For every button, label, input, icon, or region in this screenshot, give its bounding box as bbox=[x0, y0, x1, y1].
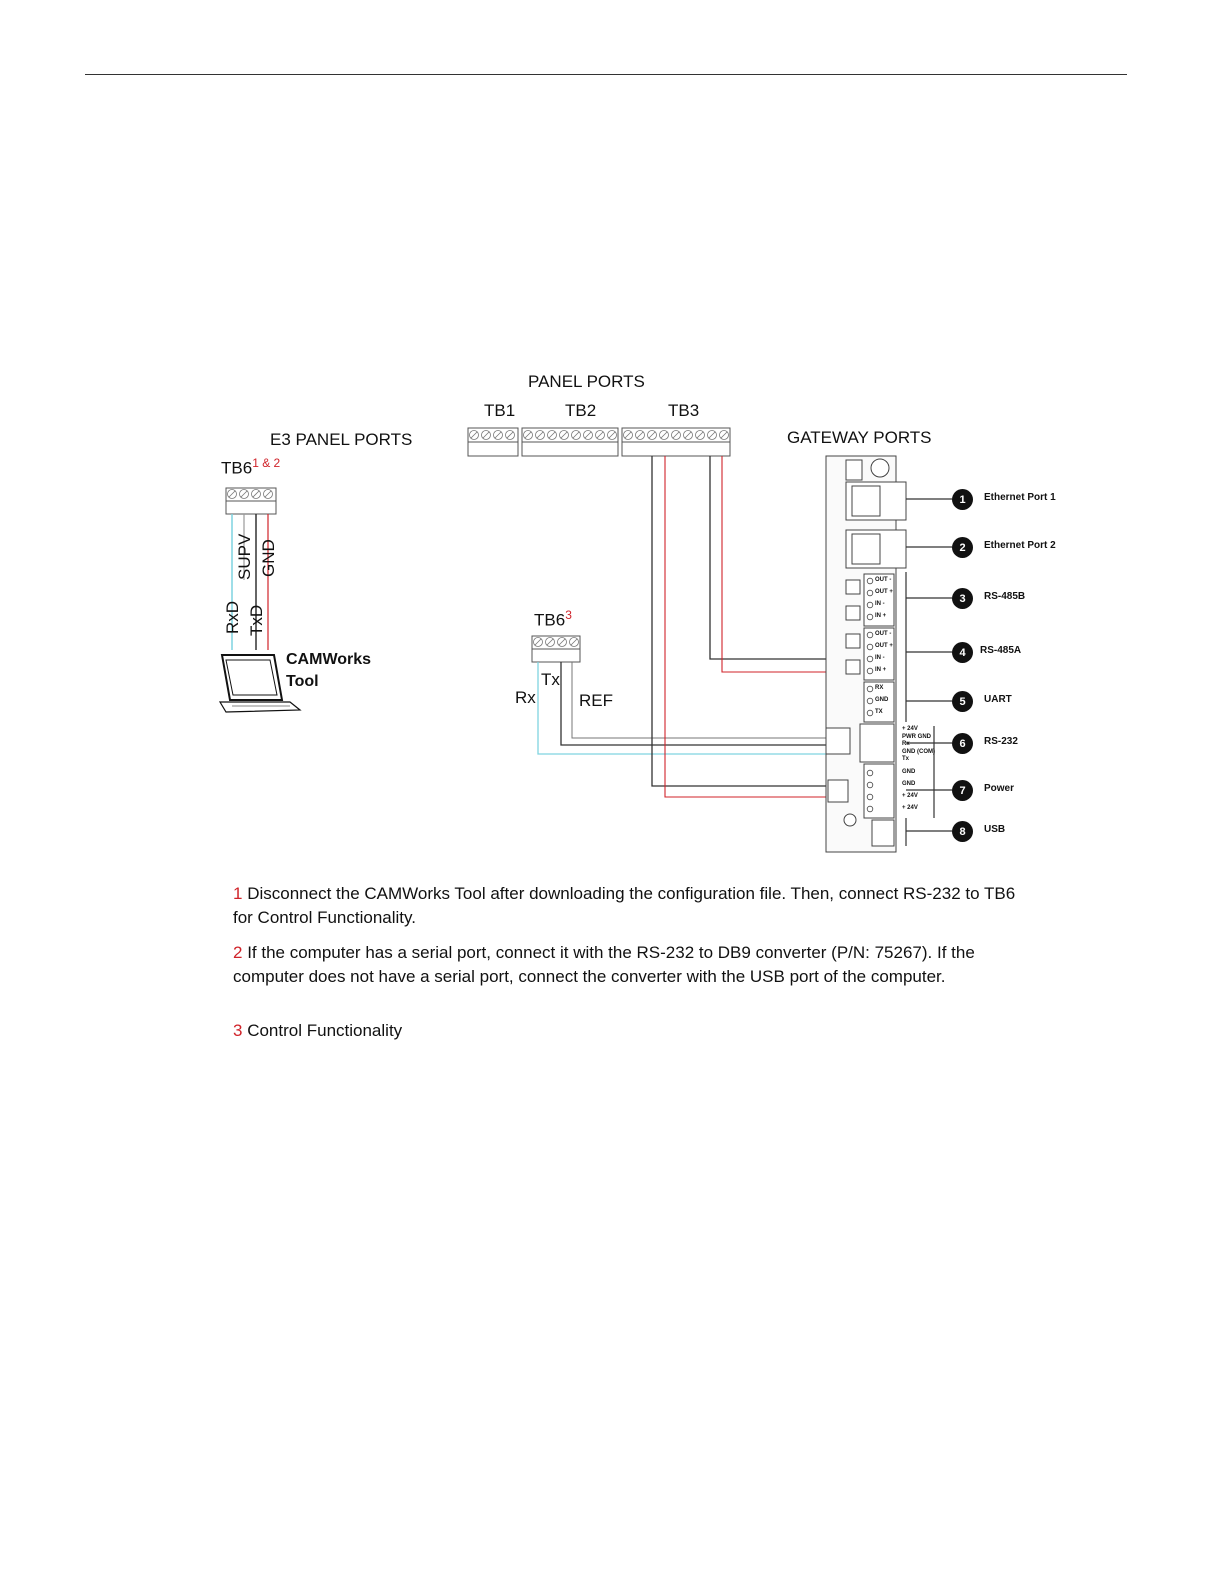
power-pin-label: + 24V bbox=[902, 805, 918, 811]
note-2: 2 If the computer has a serial port, connect it with the RS-232 to DB9 converter (P/N: 75267). If the computer does not have a serial port, connect the converter with the USB port of the computer. bbox=[233, 943, 975, 986]
gateway-board bbox=[826, 456, 906, 852]
callout-label: UART bbox=[984, 694, 1012, 705]
callout-badge: 5 bbox=[952, 691, 973, 712]
callout-label: RS-232 bbox=[984, 736, 1018, 747]
tb2-label: TB2 bbox=[565, 401, 597, 420]
callout-badge: 4 bbox=[952, 642, 973, 663]
tx-label: Tx bbox=[541, 670, 560, 689]
tb6-e3-label: $TB6^{1 \& 2}$ bbox=[221, 456, 281, 478]
rs232-pin-label: GND (COM) bbox=[902, 748, 935, 755]
callout-label: Power bbox=[984, 783, 1015, 794]
tb1-terminal-block bbox=[468, 428, 518, 456]
callout-label: RS-485A bbox=[980, 645, 1022, 656]
board-pin bbox=[867, 782, 873, 788]
rs485a-pin-label: IN + bbox=[875, 667, 887, 673]
rx-label: Rx bbox=[515, 688, 536, 707]
ref-wire bbox=[572, 662, 846, 738]
board-pin bbox=[867, 614, 873, 620]
power-pin-label: + 24V bbox=[902, 793, 918, 799]
rs485a-pin-label: OUT - bbox=[875, 631, 892, 637]
panel-ports-label: PANEL PORTS bbox=[528, 372, 645, 391]
tb3-label: TB3 bbox=[668, 401, 700, 420]
rs485b-pin-label: OUT + bbox=[875, 589, 893, 595]
callout-label: Ethernet Port 1 bbox=[984, 492, 1056, 503]
board-pin bbox=[867, 590, 873, 596]
callout-badge: 3 bbox=[952, 588, 973, 609]
power-pin-label: GND bbox=[902, 769, 916, 775]
callout-label: RS-485B bbox=[984, 591, 1026, 602]
board-pin bbox=[867, 686, 873, 692]
ref-label: REF bbox=[579, 691, 613, 710]
camworks-tool-label: CAMWorks Tool bbox=[286, 651, 372, 690]
uart-pin-label: TX bbox=[875, 709, 883, 715]
board-pin bbox=[867, 656, 873, 662]
rs232-pin-label: + 24V bbox=[902, 726, 918, 732]
callout-badge: 8 bbox=[952, 821, 973, 842]
tb6-e3-terminal-block bbox=[226, 488, 276, 514]
rs485a-pin-label: OUT + bbox=[875, 643, 893, 649]
note-1: 1 Disconnect the CAMWorks Tool after downloading the configuration file. Then, connect RS-232 to TB6 for Control Functionality. bbox=[233, 884, 1016, 927]
e3-panel-ports-label: E3 PANEL PORTS bbox=[270, 430, 413, 449]
board-pin bbox=[867, 602, 873, 608]
power-pin-label: GND bbox=[902, 781, 916, 787]
rs232-pin-label: Tx bbox=[902, 756, 910, 762]
uart-pin-label: RX bbox=[875, 685, 884, 691]
board-pin bbox=[867, 632, 873, 638]
callout-label: USB bbox=[984, 824, 1006, 835]
txd-label: TxD bbox=[247, 604, 266, 636]
callout-badge: 6 bbox=[952, 733, 973, 754]
rs485b-pin-label: IN + bbox=[875, 613, 887, 619]
note-3: 3 Control Functionality bbox=[233, 1021, 403, 1040]
rs485a-pin-label: IN - bbox=[875, 655, 885, 661]
board-pin bbox=[867, 806, 873, 812]
callout-badge: 1 bbox=[952, 489, 973, 510]
board-pin bbox=[867, 698, 873, 704]
tb3-wire-6 bbox=[665, 456, 846, 797]
callout-badge: 7 bbox=[952, 780, 973, 801]
callout-label: Ethernet Port 2 bbox=[984, 540, 1056, 551]
tb6-control-label: $TB6^3$ bbox=[534, 608, 572, 630]
tb3-terminal-block bbox=[622, 428, 730, 456]
board-pin bbox=[867, 794, 873, 800]
board-pin bbox=[867, 668, 873, 674]
tb6-control-terminal-block bbox=[532, 636, 580, 662]
gateway-ports-label: GATEWAY PORTS bbox=[787, 428, 932, 447]
rs485b-pin-label: IN - bbox=[875, 601, 885, 607]
rs485b-pin-label: OUT - bbox=[875, 577, 892, 583]
tb1-label: TB1 bbox=[484, 401, 516, 420]
rxd-label: RxD bbox=[223, 600, 242, 634]
board-pin bbox=[867, 770, 873, 776]
board-pin bbox=[867, 578, 873, 584]
rs232-pin-label: Rx bbox=[902, 741, 910, 747]
uart-pin-label: GND bbox=[875, 697, 889, 703]
supv-label: SUPV bbox=[235, 533, 254, 580]
tb3-wire-7 bbox=[652, 456, 846, 786]
rs232-pin-label: PWR GND bbox=[902, 733, 931, 740]
board-pin bbox=[867, 644, 873, 650]
gnd-label: GND bbox=[259, 539, 278, 577]
callout-badge: 2 bbox=[952, 537, 973, 558]
board-pin bbox=[867, 710, 873, 716]
